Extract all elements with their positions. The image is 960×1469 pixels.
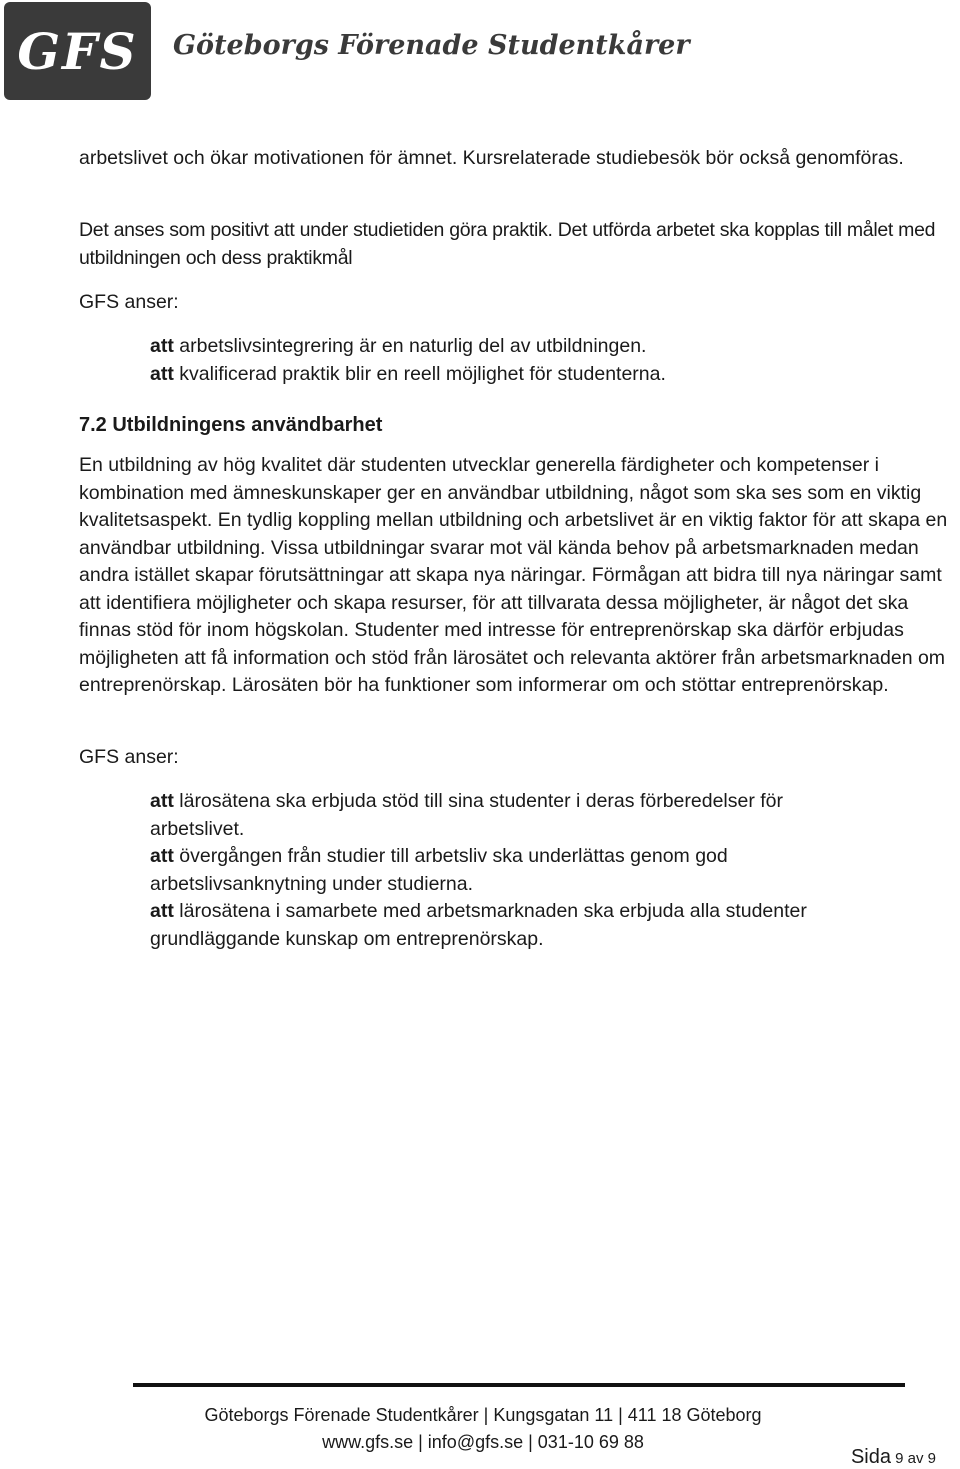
section-list [150, 788, 880, 953]
att-keyword: att [150, 900, 174, 922]
list-item-text: övergången från studier till arbetsliv ska underlättas genom god arbetslivsanknytning under studierna. [150, 845, 728, 895]
org-name: Göteborgs Förenade Studentkårer [173, 30, 690, 61]
intro-paragraph-1: arbetslivet och ökar motivationen för ämnet. Kursrelaterade studiebesök bör också genomföras. [79, 147, 904, 169]
att-keyword: att [150, 335, 174, 357]
section-paragraph: En utbildning av hög kvalitet där studenten utvecklar generella färdigheter och kompetenser i kombination med ämneskunskaper ger en användbar utbildning, något som ska ses som en viktig kvalitetsaspekt. En tydlig koppling mellan utbildning och arbetslivet är en viktig faktor för att skapa en användbar utbildning. Vissa utbildningar svarar mot väl kända behov på arbetsmarknaden medan andra istället skapar förutsättningar att skapa nya näringar. Förmågan att bidra till nya näringar samt att identifiera möjligheter och skapa resurser, för att tillvarata dessa möjligheter, är något det ska finnas stöd för inom högskolan. Studenter med intresse för entreprenörskap ska därför erbjudas möjligheten att få information och stöd från lärosätet och relevanta aktörer från arbetsmarknaden om entreprenörskap. Lärosäten bör ha funktioner som informerar om och stöttar entreprenörskap. [79, 454, 948, 696]
gfs-anser-label-2: GFS anser: [79, 746, 179, 768]
list-item [150, 788, 880, 843]
page-number-prefix: Sida [850, 1446, 891, 1468]
footer-contact: www.gfs.se | info@gfs.se | 031-10 69 88 [322, 1432, 644, 1452]
logo-text: GFS [17, 21, 138, 81]
gfs-logo [4, 2, 151, 100]
list-item [150, 898, 880, 953]
list-item [150, 361, 880, 389]
att-keyword: att [150, 845, 174, 867]
list-item [150, 843, 880, 898]
list-item [150, 333, 880, 361]
att-keyword: att [150, 790, 174, 812]
footer-address: Göteborgs Förenade Studentkårer | Kungsgatan 11 | 411 18 Göteborg [204, 1405, 762, 1425]
gfs-anser-label-1: GFS anser: [79, 291, 179, 313]
list-item-text: kvalificerad praktik blir en reell möjlighet för studenterna. [173, 362, 666, 385]
page-number-count: 9 av 9 [890, 1450, 936, 1467]
section-heading: 7.2 Utbildningens användbarhet [79, 414, 383, 436]
page-number [851, 1446, 936, 1469]
list-item-text: lärosätena i samarbete med arbetsmarknaden ska erbjuda alla studenter grundläggande kunskap om entreprenörskap. [150, 900, 807, 950]
list-item-text: lärosätena ska erbjuda stöd till sina studenter i deras förberedelser för arbetslivet. [150, 790, 784, 840]
intro-paragraph-2: Det anses som positivt att under studietiden göra praktik. Det utförda arbetet ska kopplas till målet med utbildningen och dess praktikmål [79, 219, 936, 269]
list-item-text: arbetslivsintegrering är en naturlig del av utbildningen. [173, 335, 647, 357]
att-keyword: att [150, 362, 174, 385]
intro-list [150, 333, 880, 388]
footer-divider [133, 1383, 905, 1387]
